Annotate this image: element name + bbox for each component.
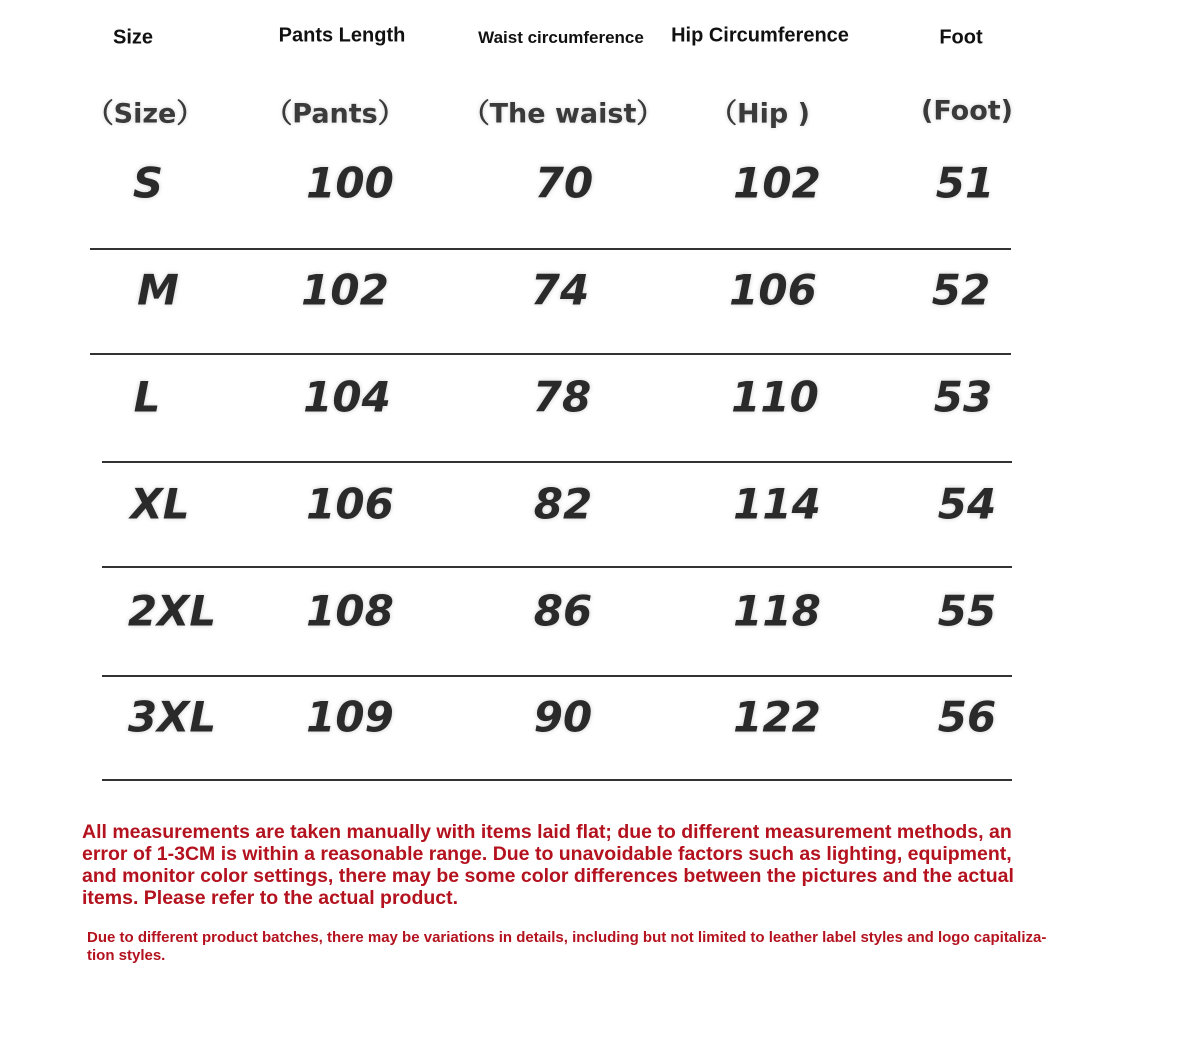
cell-foot: 55 [937,586,997,636]
header-foot: Foot [939,26,983,49]
subheader-hip: （Hip ) [710,98,810,130]
cell-waist: 82 [533,479,593,529]
cell-waist: 70 [534,158,594,208]
row-divider [102,779,1012,781]
cell-pants: 109 [306,692,394,742]
cell-hip: 114 [733,479,821,529]
cell-size: XL [130,479,190,529]
row-divider [90,353,1011,355]
row-divider [90,248,1011,250]
cell-size: 2XL [127,586,217,636]
cell-hip: 110 [731,372,819,422]
subheader-size: （Size） [86,98,204,130]
subheader-waist: （The waist） [462,98,664,130]
cell-waist: 86 [533,586,593,636]
cell-pants: 102 [301,265,389,315]
cell-foot: 52 [931,265,991,315]
header-size: Size [112,26,154,49]
cell-waist: 74 [530,265,590,315]
header-hip: Hip Circumference [671,24,849,47]
cell-size: M [137,265,179,315]
cell-foot: 53 [933,372,993,422]
cell-foot: 56 [937,692,997,742]
cell-waist: 78 [532,372,592,422]
subheader-foot: (Foot) [920,95,1014,127]
cell-hip: 102 [733,158,821,208]
cell-hip: 106 [729,265,817,315]
cell-pants: 100 [306,158,394,208]
cell-size: S [132,158,164,208]
cell-hip: 118 [733,586,821,636]
row-divider [102,566,1012,568]
header-waist: Waist circumference [478,28,644,47]
measurement-note: All measurements are taken manually with items laid flat; due to different measurement methods, an error of 1-3CM is within a reasonable range. Due to unavoidable factors such as lighting, equipment, and monitor color settings, there may be some color differences between the pictures and the actual items. Please refer to the actual product. [82,821,1014,909]
cell-waist: 90 [533,692,593,742]
cell-pants: 108 [306,586,394,636]
cell-foot: 51 [935,158,995,208]
cell-pants: 104 [303,372,391,422]
cell-pants: 106 [306,479,394,529]
cell-foot: 54 [937,479,997,529]
cell-hip: 122 [733,692,821,742]
cell-size: 3XL [127,692,217,742]
row-divider [102,461,1012,463]
cell-size: L [133,372,161,422]
batch-variation-note: Due to different product batches, there may be variations in details, including but not limited to leather label styles and logo capitaliza-tion styles. [87,929,1047,964]
subheader-pants: （Pants） [265,98,405,130]
row-divider [102,675,1012,677]
header-pants-length: Pants Length [278,24,406,47]
